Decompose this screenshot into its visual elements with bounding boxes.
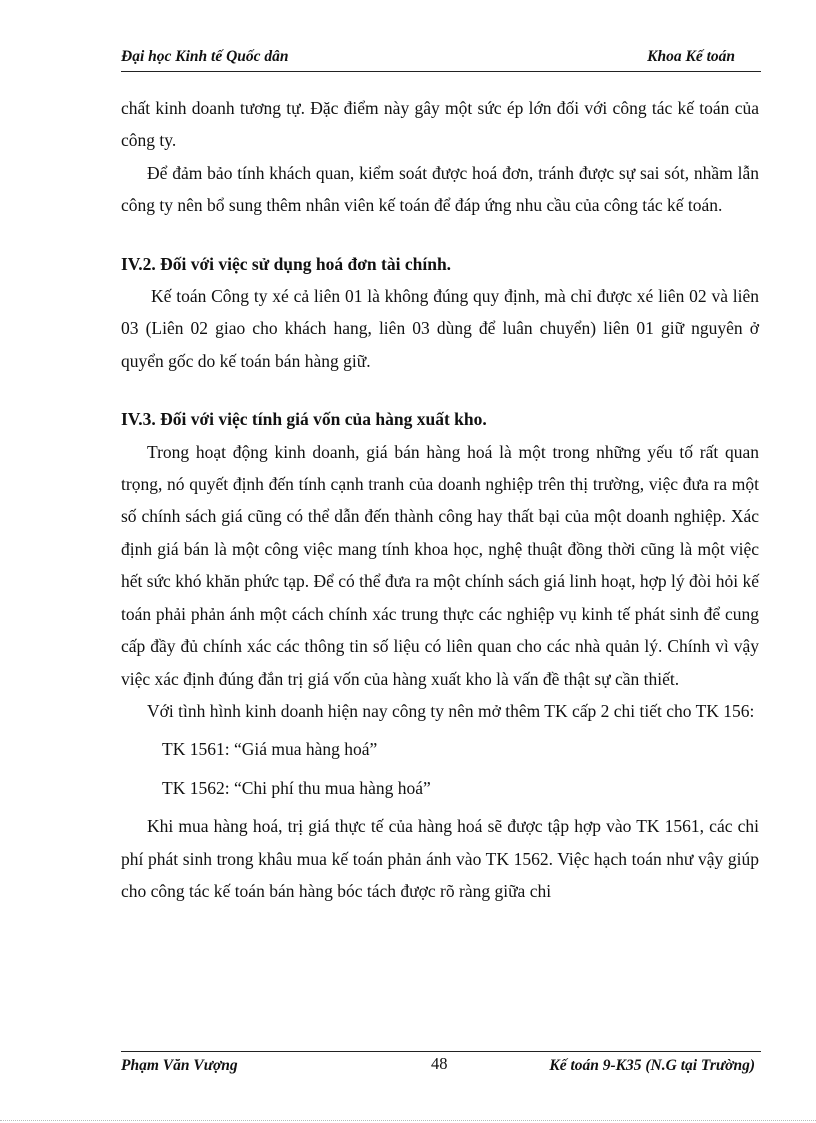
page-header [121, 46, 761, 70]
footer-author: Phạm Văn Vượng [121, 1057, 238, 1074]
footer-class: Kế toán 9-K35 (N.G tại Trường) [549, 1057, 755, 1074]
paragraph-invoice: Kế toán Công ty xé cả liên 01 là không đúng quy định, mà chỉ được xé liên 02 và liên 03 (Liên 02 giao cho khách hang, liên 03 dùng để luân chuyển) liên 01 giữ nguyên ở quyển gốc do kế toán bán hàng giữ. [121, 286, 759, 371]
header-university: Đại học Kinh tế Quốc dân [121, 48, 289, 65]
header-faculty: Khoa Kế toán [647, 48, 735, 65]
account-item-1561: TK 1561: “Giá mua hàng hoá” [162, 739, 378, 760]
section-heading-iv3: IV.3. Đối với việc tính giá vốn của hàng xuất kho. [121, 409, 487, 430]
page-body [121, 92, 759, 907]
header-rule [121, 71, 761, 72]
paragraph-accounts: Với tình hình kinh doanh hiện nay công ty nên mở thêm TK cấp 2 chi tiết cho TK 156: [147, 700, 755, 721]
page-edge-dots [0, 1120, 816, 1121]
paragraph-purchase: Khi mua hàng hoá, trị giá thực tế của hàng hoá sẽ được tập hợp vào TK 1561, các chi phí phát sinh trong khâu mua kế toán phản ánh vào TK 1562. Việc hạch toán như vậy giúp cho công tác kế toán bán hàng bóc tách được rõ ràng giữa chi [121, 816, 759, 901]
footer-rule [121, 1051, 761, 1052]
paragraph-continuation: chất kinh doanh tương tự. Đặc điểm này gây một sức ép lớn đối với công tác kế toán của công ty. [121, 98, 759, 151]
section-heading-iv2: IV.2. Đối với việc sử dụng hoá đơn tài chính. [121, 253, 452, 274]
page-number: 48 [431, 1054, 448, 1073]
paragraph-objectivity: Để đảm bảo tính khách quan, kiểm soát được hoá đơn, tránh được sự sai sót, nhầm lẫn công ty nên bổ sung thêm nhân viên kế toán để đáp ứng nhu cầu của công tác kế toán. [121, 162, 759, 216]
page-footer [121, 1054, 761, 1080]
account-item-1562: TK 1562: “Chi phí thu mua hàng hoá” [162, 777, 431, 798]
paragraph-pricing: Trong hoạt động kinh doanh, giá bán hàng hoá là một trong những yếu tố rất quan trọng, nó quyết định đến tính cạnh tranh của doanh nghiệp trên thị trường, việc đưa ra một số chính sách giá cũng có thể dẫn đến thành công hay thất bại của một doanh nghiệp. Xác định giá bán là một công việc mang tính khoa học, nghệ thuật đồng thời cũng là một việc hết sức khó khăn phức tạp. Để có thể đưa ra một chính sách giá linh hoạt, hợp lý đòi hỏi kế toán phải phản ánh một cách chính xác trung thực các nghiệp vụ kinh tế phát sinh để cung cấp đầy đủ chính xác các thông tin số liệu có liên quan cho các nhà quản lý. Chính vì vậy việc xác định đúng đắn trị giá vốn của hàng xuất kho là vấn đề thật sự cần thiết. [121, 441, 759, 689]
